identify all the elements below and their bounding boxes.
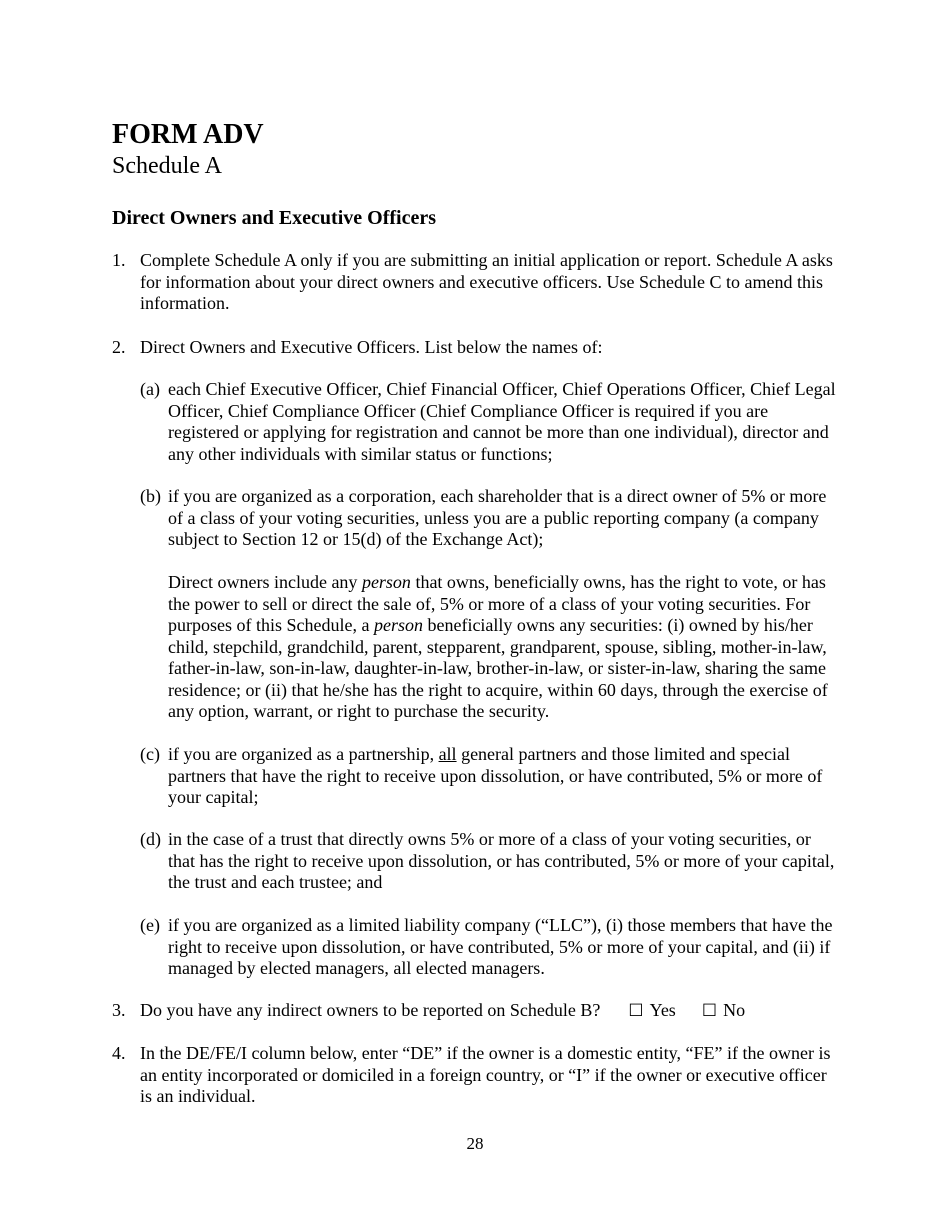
yes-label: Yes [649, 1000, 676, 1020]
underlined-word: all [438, 744, 457, 764]
subitem-text: if you are organized as a limited liability company (“LLC”), (i) those members that have the right to receive upon dissolution, or have contributed, 5% or more of your capital, and (ii) if managed by elected managers, all elected managers. [168, 915, 833, 978]
note-emphasis: person [373, 615, 423, 635]
subitem-text: if you are organized as a partnership, all general partners and those limited and special partners that have the right to receive upon dissolution, or have contributed, 5% or more of your capital; [168, 744, 823, 807]
item-text: Do you have any indirect owners to be reported on Schedule B? ☐ Yes ☐ No [140, 1000, 840, 1023]
note-text: that owns, beneficially owns, has the right to vote, or has the power to sell or direct the sale of, 5% or more of a class of your voting securities. For purposes of this Schedule, a [168, 572, 826, 635]
no-label: No [723, 1000, 746, 1020]
page-number: 28 [466, 1134, 484, 1153]
subitem-text: if you are organized as a corporation, each shareholder that is a direct owner of 5% or more of a class of your voting securities, unless you are a public reporting company (a company subject to Section 12 or 15(d) of the Exchange Act); [168, 486, 827, 549]
item-number: 2. [112, 337, 126, 357]
yes-checkbox[interactable]: ☐ [628, 1001, 644, 1021]
no-checkbox[interactable]: ☐ [701, 1001, 718, 1021]
subitem-text: in the case of a trust that directly owns 5% or more of a class of your voting securities, or that has the right to receive upon dissolution, or has contributed, 5% or more of your capital, the trust and each trustee; and [168, 829, 835, 892]
item-text: Direct Owners and Executive Officers. List below the names of: [140, 337, 603, 357]
schedule-subtitle: Schedule A [112, 153, 222, 179]
item-number: 3. [112, 1000, 126, 1020]
item-text: Complete Schedule A only if you are submitting an initial application or report. Schedule A asks for information about your direct owners and executive officers. Use Schedule C to amend this information. [140, 250, 833, 313]
direct-owners-note [168, 572, 842, 723]
subitem-label: (e) [140, 915, 160, 935]
note-text: beneficially owns any securities: (i) owned by his/her child, stepchild, grandchild, parent, stepparent, grandparent, spouse, sibling, mother-in-law, father-in-law, son-in-law, daughter-in-law, brother-in-law, or sister-in-law, sharing the same residence; or (ii) that he/she has the right to acquire, within 60 days, through the exercise of any option, warrant, or right to purchase the security. [168, 615, 828, 721]
indirect-owners-options [628, 1000, 771, 1023]
item-text: In the DE/FE/I column below, enter “DE” if the owner is a domestic entity, “FE” if the owner is an entity incorporated or domiciled in a foreign country, or “I” if the owner or executive officer is an individual. [140, 1043, 831, 1106]
note-text: Direct owners include any [168, 572, 362, 592]
item-number: 4. [112, 1043, 126, 1063]
section-heading: Direct Owners and Executive Officers [112, 207, 436, 229]
subitem-label: (d) [140, 829, 161, 849]
form-title: FORM ADV [112, 119, 264, 150]
subitem-label: (b) [140, 486, 161, 506]
item-number: 1. [112, 250, 126, 270]
subitem-text: each Chief Executive Officer, Chief Financial Officer, Chief Operations Officer, Chief Legal Officer, Chief Compliance Officer (Chief Compliance Officer is required if you are registered or applying for registration and cannot be more than one individual), director and any other individuals with similar status or functions; [168, 379, 836, 464]
note-emphasis: person [361, 572, 411, 592]
subitem-label: (a) [140, 379, 160, 399]
subitem-label: (c) [140, 744, 160, 764]
